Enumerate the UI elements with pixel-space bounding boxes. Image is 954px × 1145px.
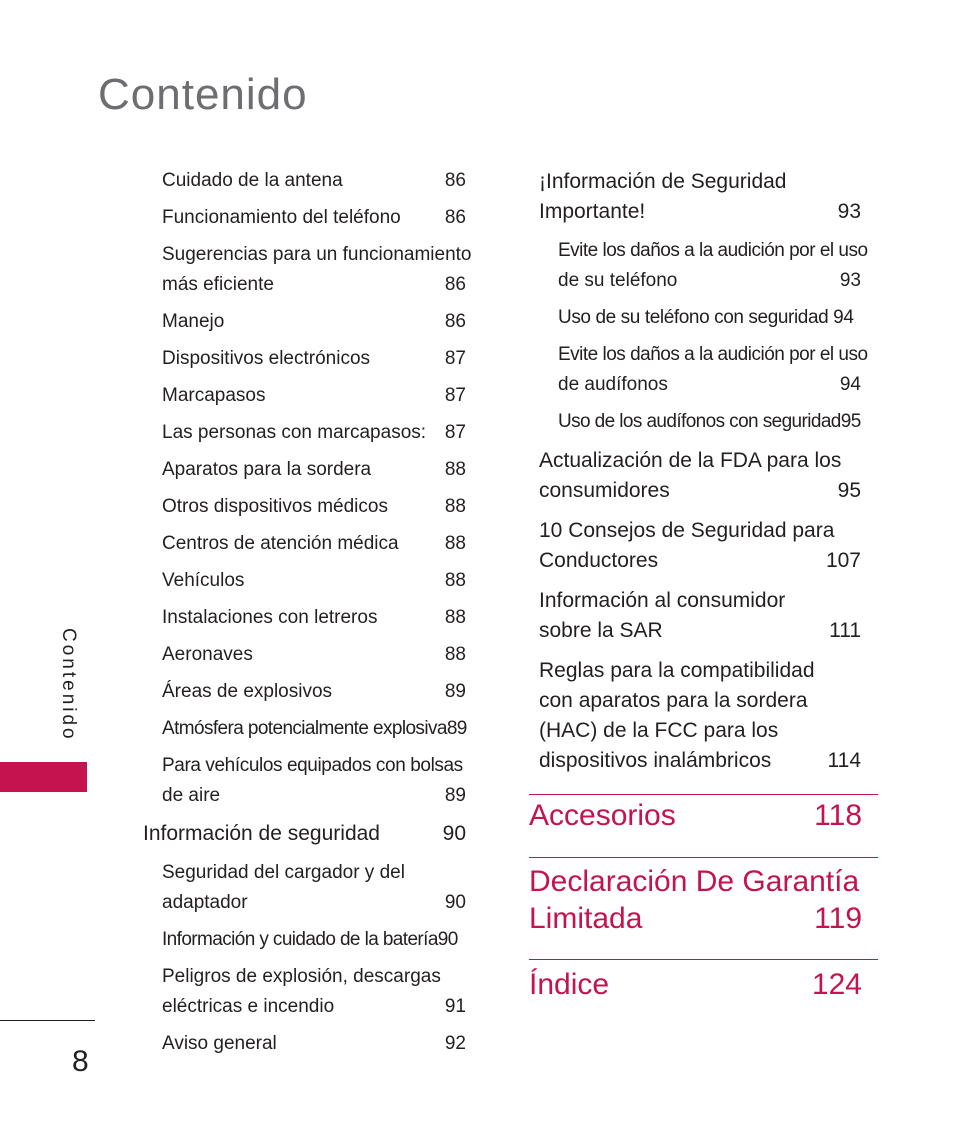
toc-chapter-title: Declaración De Garantía bbox=[529, 865, 860, 898]
toc-entry-page: 94 bbox=[833, 307, 854, 328]
toc-entry-title: Evite los daños a la audición por el uso bbox=[558, 344, 868, 365]
sidebar-section-label: Contenido bbox=[58, 628, 79, 742]
toc-entry-title: Evite los daños a la audición por el uso bbox=[558, 240, 868, 261]
toc-entry-title: Aeronaves bbox=[162, 644, 253, 665]
toc-section-page: 111 bbox=[829, 619, 861, 642]
toc-section-page: 95 bbox=[837, 479, 861, 502]
toc-section-title: Información de seguridad bbox=[143, 822, 380, 845]
toc-entry[interactable] bbox=[162, 381, 466, 411]
toc-section-title-cont: dispositivos inalámbricos bbox=[539, 749, 772, 772]
toc-section-title-cont: (HAC) de la FCC para los bbox=[539, 719, 779, 742]
toc-entry-page: 93 bbox=[839, 270, 861, 291]
toc-section[interactable] bbox=[539, 586, 861, 646]
toc-section[interactable] bbox=[143, 819, 466, 849]
toc-entry-page: 89 bbox=[444, 681, 466, 702]
toc-entry[interactable] bbox=[162, 529, 466, 559]
toc-entry-page: 86 bbox=[444, 274, 466, 295]
toc-entry-title-cont: de su teléfono bbox=[558, 270, 678, 291]
toc-entry-title: Para vehículos equipados con bolsas bbox=[162, 755, 463, 776]
chapter-divider bbox=[529, 857, 878, 858]
toc-section[interactable] bbox=[539, 656, 861, 776]
toc-entry[interactable] bbox=[162, 603, 466, 633]
toc-entry-title: Vehículos bbox=[162, 570, 245, 591]
toc-chapter[interactable] bbox=[529, 797, 862, 834]
toc-entry-page: 88 bbox=[444, 644, 466, 665]
toc-entry-page: 94 bbox=[839, 374, 861, 395]
toc-entry-title: Uso de los audífonos con seguridad bbox=[558, 411, 841, 432]
toc-entry-title: Instalaciones con letreros bbox=[162, 607, 378, 628]
toc-section[interactable] bbox=[539, 446, 861, 506]
toc-section[interactable] bbox=[539, 167, 861, 227]
toc-entry-title: Uso de su teléfono con seguridad bbox=[558, 307, 829, 328]
toc-section-title-cont: Importante! bbox=[539, 200, 646, 223]
toc-section-title: ¡Información de Seguridad bbox=[539, 170, 787, 193]
toc-entry-title: Centros de atención médica bbox=[162, 533, 399, 554]
toc-entry-title-cont: de audífonos bbox=[558, 374, 668, 395]
toc-entry-page: 88 bbox=[444, 533, 466, 554]
toc-entry-title: Otros dispositivos médicos bbox=[162, 496, 388, 517]
toc-chapter-page: 118 bbox=[814, 799, 862, 832]
toc-entry-title: Manejo bbox=[162, 311, 225, 332]
toc-entry-page: 87 bbox=[444, 348, 466, 369]
toc-entry[interactable] bbox=[558, 340, 868, 400]
toc-entry[interactable] bbox=[558, 407, 861, 437]
toc-entry[interactable] bbox=[558, 236, 868, 296]
toc-section-page: 90 bbox=[442, 822, 466, 845]
toc-entry-page: 88 bbox=[444, 459, 466, 480]
toc-entry[interactable] bbox=[162, 203, 466, 233]
toc-section-title: Información al consumidor bbox=[539, 589, 786, 612]
section-tab-marker bbox=[0, 762, 87, 792]
toc-entry[interactable] bbox=[162, 751, 466, 811]
toc-chapter-page: 124 bbox=[811, 968, 862, 1001]
toc-entry-page: 92 bbox=[444, 1033, 466, 1054]
toc-entry[interactable] bbox=[162, 455, 466, 485]
toc-entry-title: Información y cuidado de la batería bbox=[162, 929, 438, 950]
toc-chapter-page: 119 bbox=[814, 902, 862, 935]
toc-entry-title: Marcapasos bbox=[162, 385, 266, 406]
toc-entry-title: Áreas de explosivos bbox=[162, 681, 333, 702]
toc-entry-title: Dispositivos electrónicos bbox=[162, 348, 371, 369]
toc-entry[interactable] bbox=[162, 566, 466, 596]
toc-entry-page: 86 bbox=[444, 207, 466, 228]
toc-entry-title: Las personas con marcapasos: bbox=[162, 422, 427, 443]
toc-entry[interactable] bbox=[162, 1029, 466, 1059]
toc-entry-title: Funcionamiento del teléfono bbox=[162, 207, 401, 228]
toc-entry-title: Aviso general bbox=[162, 1033, 277, 1054]
toc-entry[interactable] bbox=[162, 418, 466, 448]
toc-section-page: 107 bbox=[825, 549, 861, 572]
toc-section-title-cont: sobre la SAR bbox=[539, 619, 663, 642]
toc-section-title-cont: Conductores bbox=[539, 549, 659, 572]
toc-section-title: Actualización de la FDA para los bbox=[539, 449, 842, 472]
toc-entry-page: 87 bbox=[444, 385, 466, 406]
toc-entry-page: 90 bbox=[437, 929, 458, 950]
toc-entry[interactable] bbox=[162, 492, 466, 522]
toc-section-title-cont: consumidores bbox=[539, 479, 670, 502]
toc-entry[interactable] bbox=[162, 240, 472, 300]
toc-entry-title: Aparatos para la sordera bbox=[162, 459, 372, 480]
toc-entry-page: 89 bbox=[446, 718, 467, 739]
toc-entry-title: Atmósfera potencialmente explosiva bbox=[162, 718, 447, 739]
toc-entry-title-cont: más eficiente bbox=[162, 274, 274, 295]
toc-entry-page: 88 bbox=[444, 570, 466, 591]
toc-entry-title: Sugerencias para un funcionamiento bbox=[162, 244, 472, 265]
toc-entry-page: 91 bbox=[444, 996, 466, 1017]
toc-section-page: 93 bbox=[837, 200, 861, 223]
toc-chapter-title-cont: Limitada bbox=[529, 902, 643, 935]
toc-entry-page: 88 bbox=[444, 607, 466, 628]
toc-entry-title-cont: adaptador bbox=[162, 892, 248, 913]
toc-entry-page: 86 bbox=[444, 311, 466, 332]
toc-entry-title: Seguridad del cargador y del bbox=[162, 862, 405, 883]
toc-chapter[interactable] bbox=[529, 863, 862, 937]
toc-entry[interactable] bbox=[162, 962, 466, 1022]
toc-entry[interactable] bbox=[162, 640, 466, 670]
toc-entry-title: Cuidado de la antena bbox=[162, 170, 343, 191]
toc-chapter-title: Accesorios bbox=[529, 799, 676, 832]
toc-entry-title-cont: eléctricas e incendio bbox=[162, 996, 335, 1017]
toc-section-title-cont: con aparatos para la sordera bbox=[539, 689, 808, 712]
toc-entry-title-cont: de aire bbox=[162, 785, 221, 806]
toc-section-page: 114 bbox=[827, 749, 861, 772]
toc-entry-page: 87 bbox=[444, 422, 466, 443]
toc-entry[interactable] bbox=[162, 307, 466, 337]
toc-chapter[interactable] bbox=[529, 966, 862, 1003]
toc-section-title: Reglas para la compatibilidad bbox=[539, 659, 815, 682]
toc-entry-page: 95 bbox=[840, 411, 861, 432]
toc-entry-title: Peligros de explosión, descargas bbox=[162, 966, 441, 987]
toc-entry[interactable] bbox=[558, 303, 854, 333]
toc-entry-page: 88 bbox=[444, 496, 466, 517]
toc-entry-page: 89 bbox=[444, 785, 466, 806]
page-title: Contenido bbox=[98, 70, 308, 119]
toc-section-title: 10 Consejos de Seguridad para bbox=[539, 519, 835, 542]
toc-entry[interactable] bbox=[162, 344, 466, 374]
toc-entry[interactable] bbox=[162, 858, 466, 918]
toc-entry-page: 90 bbox=[444, 892, 466, 913]
toc-entry[interactable] bbox=[162, 714, 467, 744]
toc-section[interactable] bbox=[539, 516, 861, 576]
page-number: 8 bbox=[72, 1045, 89, 1078]
toc-entry[interactable] bbox=[162, 925, 458, 955]
chapter-divider bbox=[529, 959, 878, 960]
toc-entry-page: 86 bbox=[444, 170, 466, 191]
chapter-divider bbox=[529, 794, 878, 795]
toc-entry[interactable] bbox=[162, 166, 466, 196]
toc-entry[interactable] bbox=[162, 677, 466, 707]
toc-chapter-title: Índice bbox=[529, 968, 610, 1001]
footer-rule bbox=[0, 1020, 95, 1021]
